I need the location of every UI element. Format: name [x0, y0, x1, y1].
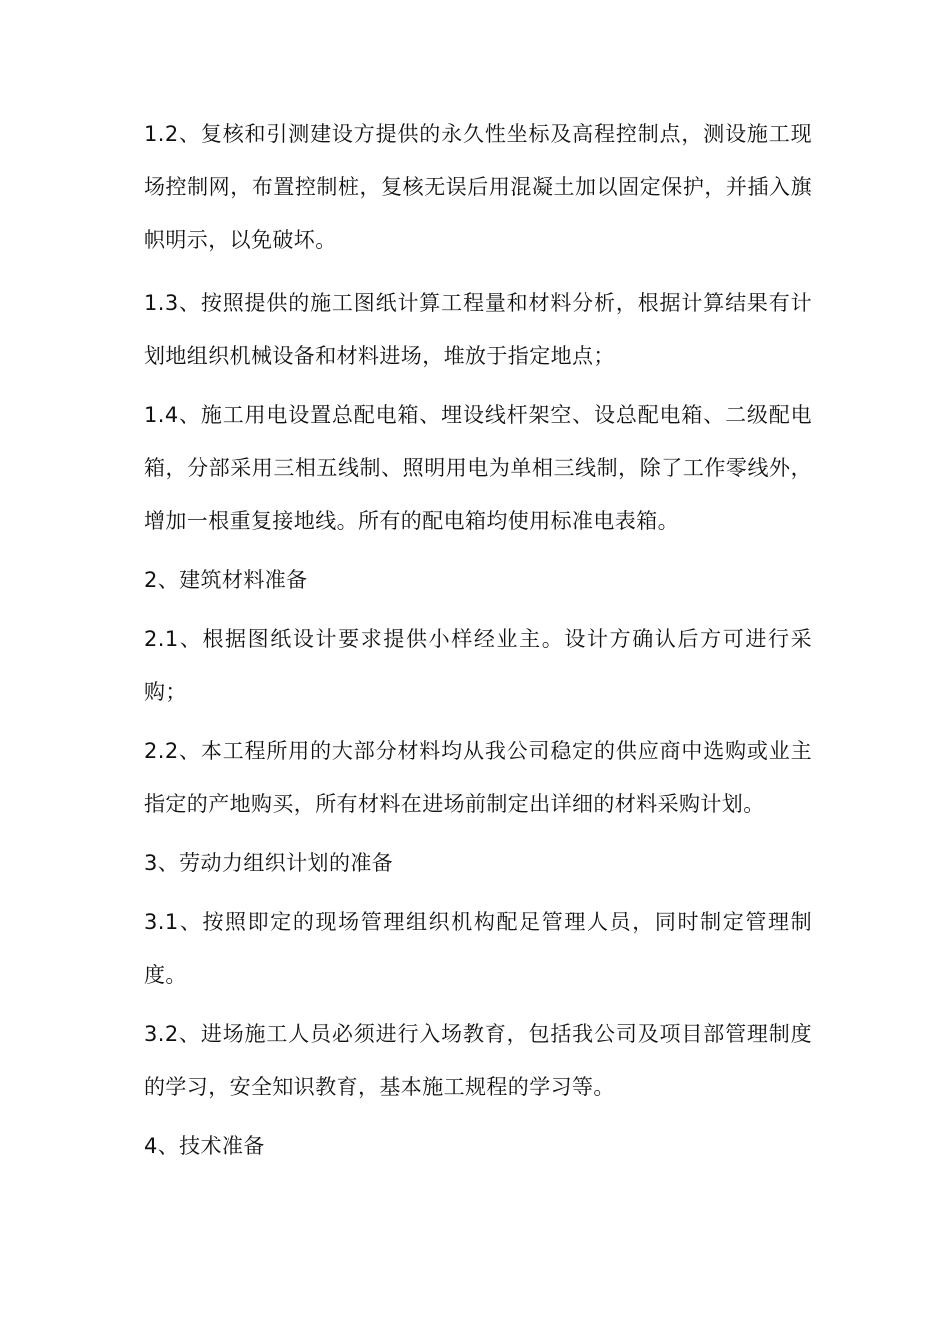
paragraph-1-3: 1.3、按照提供的施工图纸计算工程量和材料分析，根据计算结果有计划地组织机械设备和材料进场，堆放于指定地点； [144, 291, 812, 368]
paragraph-1-4: 1.4、施工用电设置总配电箱、埋设线杆架空、设总配电箱、二级配电箱，分部采用三相五线制、照明用电为单相三线制，除了工作零线外，增加一根重复接地线。所有的配电箱均使用标准电表箱。 [144, 403, 812, 533]
paragraph-2-2: 2.2、本工程所用的大部分材料均从我公司稳定的供应商中选购或业主指定的产地购买，所有材料在进场前制定出详细的材料采购计划。 [144, 739, 812, 816]
paragraph-3-1: 3.1、按照即定的现场管理组织机构配足管理人员，同时制定管理制度。 [144, 910, 812, 987]
paragraph-3-2: 3.2、进场施工人员必须进行入场教育，包括我公司及项目部管理制度的学习，安全知识教育，基本施工规程的学习等。 [144, 1022, 812, 1099]
heading-3-labor: 3、劳动力组织计划的准备 [144, 851, 394, 875]
document-body [144, 108, 812, 1179]
heading-4-technical: 4、技术准备 [144, 1134, 265, 1158]
paragraph-1-2: 1.2、复核和引测建设方提供的永久性坐标及高程控制点，测设施工现场控制网，布置控制桩，复核无误后用混凝土加以固定保护，并插入旗帜明示，以免破坏。 [144, 122, 812, 252]
heading-2-materials: 2、建筑材料准备 [144, 568, 308, 592]
paragraph-2-1: 2.1、根据图纸设计要求提供小样经业主。设计方确认后方可进行采购； [144, 627, 812, 704]
